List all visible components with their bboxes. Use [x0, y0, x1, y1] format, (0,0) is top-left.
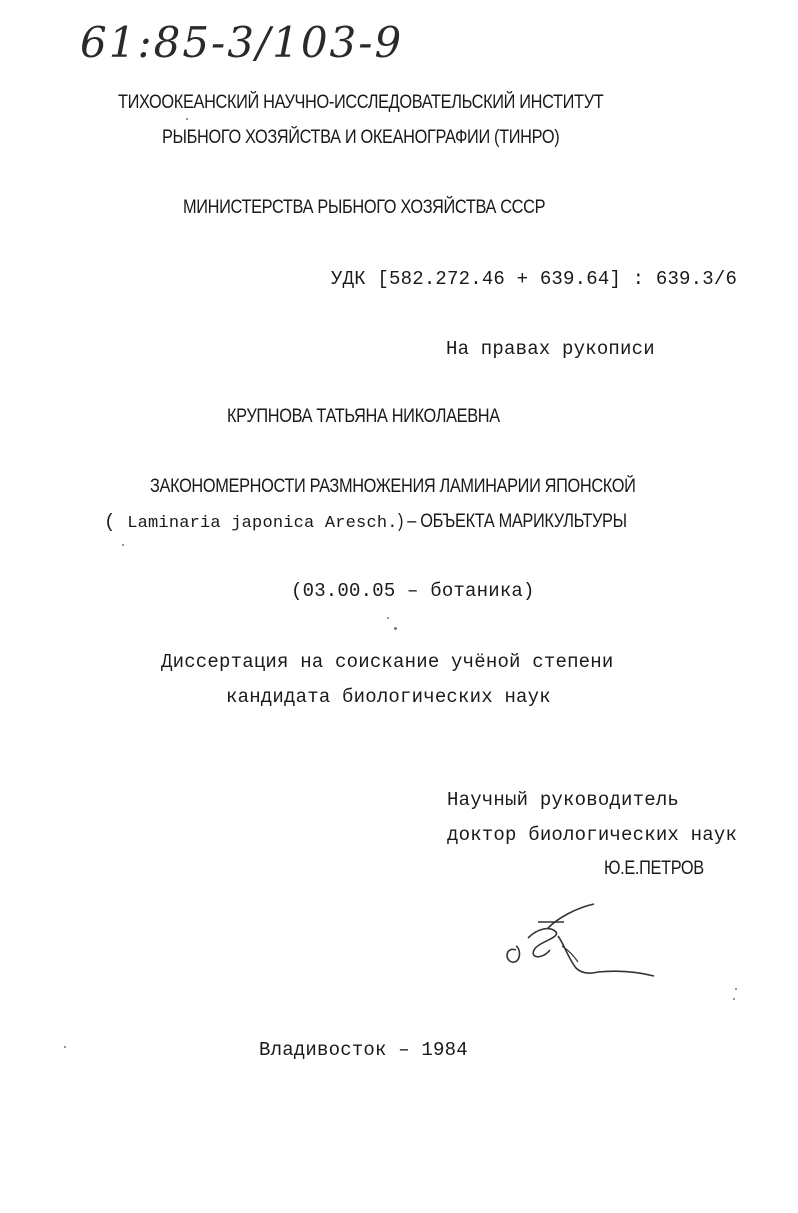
specialty-code: (03.00.05 – ботаника)	[291, 580, 535, 602]
author-name: КРУПНОВА ТАТЬЯНА НИКОЛАЕВНА	[227, 406, 500, 427]
institute-line-1: ТИХООКЕАНСКИЙ НАУЧНО-ИССЛЕДОВАТЕЛЬСКИЙ ИНСТИТУТ	[118, 92, 604, 113]
title-line-2	[104, 510, 664, 536]
supervisor-name: Ю.Е.ПЕТРОВ	[604, 858, 704, 879]
latin-species-name: Laminaria japonica Aresch.	[127, 514, 398, 533]
title-line-1: ЗАКОНОМЕРНОСТИ РАЗМНОЖЕНИЯ ЛАМИНАРИИ ЯПОНСКОЙ	[150, 476, 636, 497]
handwritten-archive-mark: 61:85-3/103-9	[80, 18, 404, 67]
scan-speck	[64, 1046, 66, 1048]
scan-speck	[394, 627, 397, 630]
scan-speck	[186, 118, 188, 120]
manuscript-rights: На правах рукописи	[446, 338, 655, 360]
scan-speck	[735, 988, 737, 990]
institute-line-2: РЫБНОГО ХОЗЯЙСТВА И ОКЕАНОГРАФИИ (ТИНРО)	[162, 127, 560, 148]
supervisor-title: доктор биологических наук	[447, 824, 738, 846]
title-line-2-rest: ) – ОБЪЕКТА МАРИКУЛЬТУРЫ	[397, 511, 627, 532]
place-and-year: Владивосток – 1984	[259, 1039, 468, 1061]
supervisor-role: Научный руководитель	[447, 789, 680, 811]
degree-line-1: Диссертация на соискание учёной степени	[161, 651, 614, 673]
degree-line-2: кандидата биологических наук	[226, 686, 551, 708]
scan-speck	[122, 544, 124, 546]
ministry: МИНИСТЕРСТВА РЫБНОГО ХОЗЯЙСТВА СССР	[183, 197, 546, 218]
udc-code: УДК [582.272.46 + 639.64] : 639.3/6	[331, 268, 738, 290]
scan-speck	[733, 998, 735, 1000]
scan-speck	[387, 617, 389, 619]
supervisor-signature	[498, 898, 658, 988]
title-open-paren: (	[104, 511, 128, 533]
